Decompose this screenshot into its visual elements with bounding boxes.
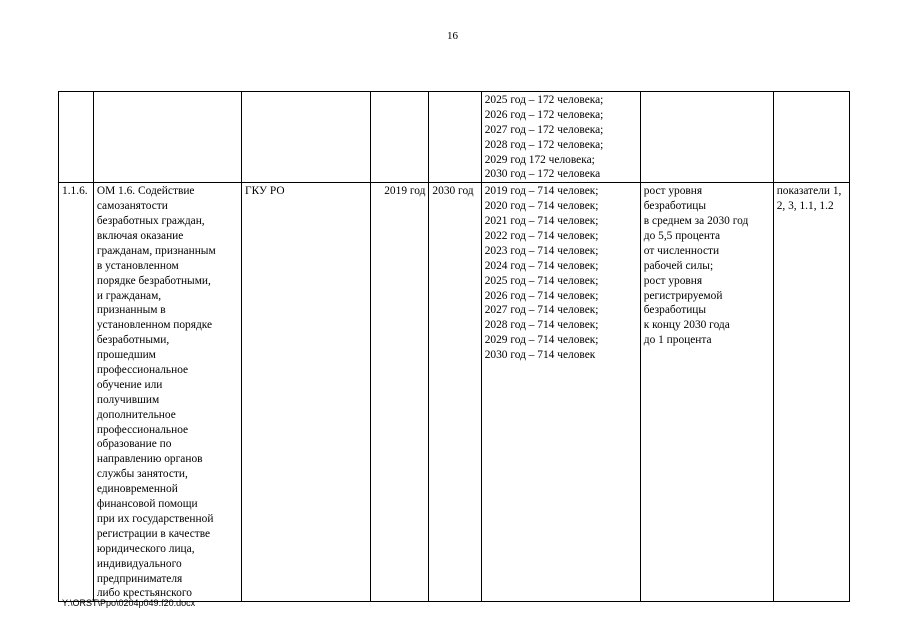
text-line: безработицы <box>643 200 707 213</box>
text-line: 2029 год – 714 человек; <box>484 334 599 347</box>
text-line: прошедшим <box>96 349 156 362</box>
text-line: самозанятости <box>96 200 168 213</box>
text-line: признанным в <box>96 304 166 317</box>
text-line: 2027 год – 172 человека; <box>484 123 604 136</box>
text-line: гражданам, признанным <box>96 244 216 257</box>
file-path-footer: Y:\ORST\Ppo\0204p049.f20.docx <box>62 598 196 608</box>
text-line: 2030 год – 172 человека <box>484 168 601 181</box>
cell-num <box>59 92 94 183</box>
cell-start <box>370 92 429 183</box>
text-line: обучение или <box>96 378 163 391</box>
program-table <box>58 91 850 602</box>
cell-result <box>640 92 773 183</box>
text-line: 2019 год – 714 человек; <box>484 185 599 198</box>
text-line: порядке безработными, <box>96 274 211 287</box>
page-number: 16 <box>447 30 458 42</box>
cell-end: 2030 год <box>429 183 481 602</box>
cell-end <box>429 92 481 183</box>
cell-num: 1.1.6. <box>59 183 94 602</box>
text-line: службы занятости, <box>96 468 188 481</box>
text-line: и гражданам, <box>96 289 162 302</box>
text-line: 2, 3, 1.1, 1.2 <box>776 200 834 213</box>
text-line: индивидуального <box>96 557 182 570</box>
text-line: безработными, <box>96 334 170 347</box>
text-line: рабочей силы; <box>643 259 714 272</box>
text-line: юридического лица, <box>96 542 195 555</box>
text-line: дополнительное <box>96 408 176 421</box>
text-line: рост уровня <box>643 185 703 198</box>
text-line: профессиональное <box>96 364 189 377</box>
text-line: регистрируемой <box>643 289 723 302</box>
text-line: единовременной <box>96 483 178 496</box>
cell-indicators <box>773 92 849 183</box>
cell-name <box>93 183 241 602</box>
text-line: ОМ 1.6. Содействие <box>96 185 195 198</box>
text-line: финансовой помощи <box>96 498 198 511</box>
text-line: получившим <box>96 393 160 406</box>
cell-start: 2019 год <box>370 183 429 602</box>
text-line: либо крестьянского <box>96 587 192 600</box>
text-line: 2028 год – 172 человека; <box>484 138 604 151</box>
text-line: 2026 год – 714 человек; <box>484 289 599 302</box>
text-line: рост уровня <box>643 274 703 287</box>
text-line: регистрации в качестве <box>96 527 211 540</box>
text-line: образование по <box>96 438 172 451</box>
text-line: до 1 процента <box>643 334 712 347</box>
text-line: 2029 год 172 человека; <box>484 153 595 166</box>
cell-volume <box>481 183 640 602</box>
text-line: при их государственной <box>96 512 214 525</box>
cell-executor <box>242 92 371 183</box>
text-line: 2027 год – 714 человек; <box>484 304 599 317</box>
cell-result <box>640 183 773 602</box>
text-line: 2028 год – 714 человек; <box>484 319 599 332</box>
text-line: 2022 год – 714 человек; <box>484 230 599 243</box>
table-row-1-1-6 <box>59 183 850 602</box>
text-line: 2023 год – 714 человек; <box>484 244 599 257</box>
text-line: 2025 год – 172 человека; <box>484 94 604 106</box>
text-line: предпринимателя <box>96 572 183 585</box>
text-line: безработицы <box>643 304 707 317</box>
text-line: направлению органов <box>96 453 203 466</box>
text-line: профессиональное <box>96 423 189 436</box>
text-line: 2030 год – 714 человек <box>484 349 596 362</box>
cell-name <box>93 92 241 183</box>
text-line: в среднем за 2030 год <box>643 215 749 228</box>
text-line: 2020 год – 714 человек; <box>484 200 599 213</box>
cell-executor: ГКУ РО <box>242 183 371 602</box>
table-row-continuation <box>59 92 850 183</box>
cell-indicators <box>773 183 849 602</box>
text-line: безработных граждан, <box>96 215 205 228</box>
text-line: установленном порядке <box>96 319 213 332</box>
cell-volume <box>481 92 640 183</box>
text-line: до 5,5 процента <box>643 230 721 243</box>
text-line: включая оказание <box>96 230 184 243</box>
text-line: 2025 год – 714 человек; <box>484 274 599 287</box>
text-line: 2024 год – 714 человек; <box>484 259 599 272</box>
text-line: в установленном <box>96 259 179 272</box>
text-line: 2021 год – 714 человек; <box>484 215 599 228</box>
text-line: 2026 год – 172 человека; <box>484 108 604 121</box>
text-line: показатели 1, <box>776 185 842 198</box>
text-line: от численности <box>643 244 720 257</box>
text-line: к концу 2030 года <box>643 319 730 332</box>
